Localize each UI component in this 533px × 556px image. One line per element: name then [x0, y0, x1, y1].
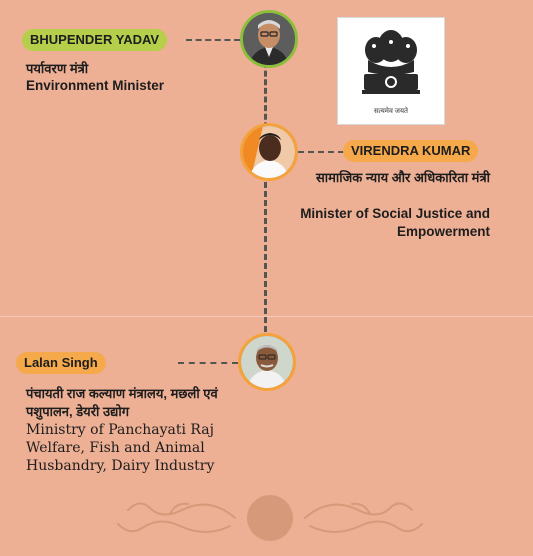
connector-line — [178, 362, 238, 364]
minister-photo-avatar — [240, 123, 298, 181]
minister-title-english: Minister of Social Justice and Empowerment — [300, 206, 490, 239]
national-emblem-icon — [338, 18, 444, 110]
minister-title-english: Environment Minister — [26, 78, 165, 93]
minister-title-hindi: पंचायती राज कल्याण मंत्रालय, मछली एवं पशुपालन, डेयरी उद्योग — [26, 386, 218, 419]
minister-title-hindi: सामाजिक न्याय और अधिकारिता मंत्री — [315, 170, 490, 185]
minister-name-badge: BHUPENDER YADAV — [22, 29, 167, 51]
decorative-ornament-icon — [110, 488, 430, 548]
person-portrait-icon — [241, 336, 293, 388]
minister-photo-avatar — [238, 333, 296, 391]
person-portrait-icon — [243, 126, 295, 178]
connector-line — [186, 39, 240, 41]
connector-line — [298, 151, 344, 153]
minister-name-badge: VIRENDRA KUMAR — [343, 140, 478, 162]
minister-title-english: Ministry of Panchayati Raj Welfare, Fish and Animal Husbandry, Dairy Industry — [26, 422, 215, 474]
timeline-line-lower — [264, 182, 267, 332]
person-portrait-icon — [243, 13, 295, 65]
emblem-panel — [337, 17, 445, 125]
minister-title-hindi: पर्यावरण मंत्री — [26, 61, 89, 76]
minister-photo-avatar — [240, 10, 298, 68]
minister-name-badge: Lalan Singh — [16, 352, 106, 374]
emblem-motto: सत्यमेव जयते — [373, 108, 409, 115]
